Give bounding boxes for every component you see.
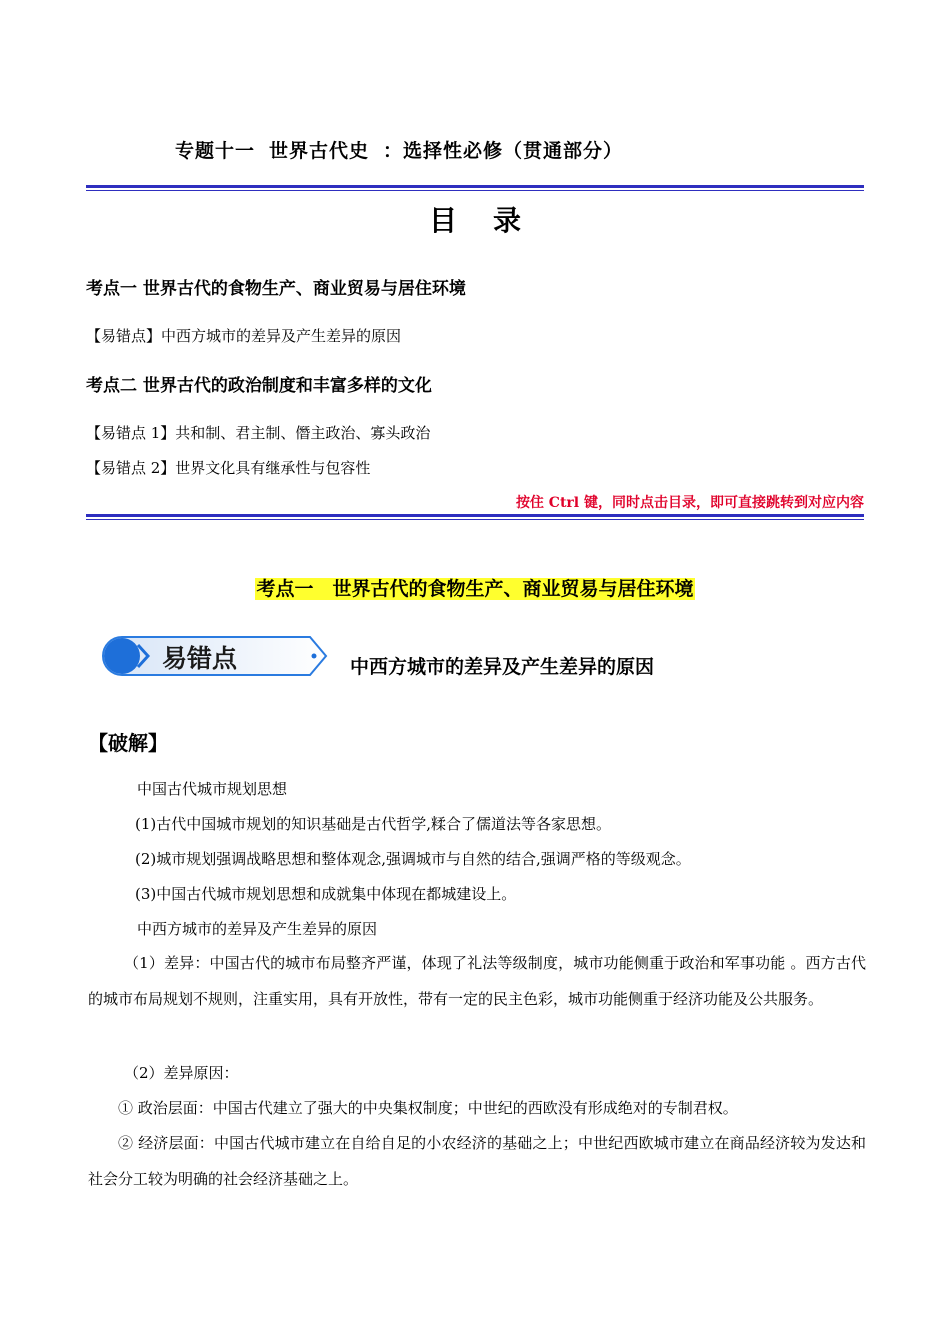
error-point-badge xyxy=(100,633,332,679)
body-line-5: 中西方城市的差异及产生差异的原因 xyxy=(137,920,378,938)
paragraph-difference: （1）差异：中国古代的城市布局整齐严谨，体现了礼法等级制度，城市功能侧重于政治和军事功能 。西方古代的城市布局规划不规则，注重实用，具有开放性，带有一定的民主色彩，城市功能侧重于经济功能及公共服务。 xyxy=(88,954,866,1008)
body-line-2: (1)古代中国城市规划的知识基础是古代哲学,糅合了儒道法等各家思想。 xyxy=(135,815,612,833)
paragraph-political: ① 政治层面：中国古代建立了强大的中央集权制度；中世纪的西欧没有形成绝对的专制君权。 xyxy=(118,1099,738,1117)
pojie-heading: 【破解】 xyxy=(88,731,168,755)
toc-item-error-point[interactable]: 【易错点】中西方城市的差异及产生差异的原因 xyxy=(86,327,402,345)
section-heading-text: 考点一 世界古代的食物生产、商业贸易与居住环境 xyxy=(256,578,694,600)
toc-item-point-2[interactable]: 考点二 世界古代的政治制度和丰富多样的文化 xyxy=(86,376,432,396)
toc-item-error-point-2[interactable]: 【易错点 2】世界文化具有继承性与包容性 xyxy=(86,459,371,477)
toc-end-rule-thin xyxy=(86,519,864,520)
title-part-course: ：选择性必修（贯通部分） xyxy=(383,140,624,162)
header-rule-thin xyxy=(86,190,864,191)
title-part-subject: 世界古代史 xyxy=(269,140,370,162)
header-rule xyxy=(86,185,864,188)
body-line-4: (3)中国古代城市规划思想和成就集中体现在都城建设上。 xyxy=(135,885,517,903)
document-title xyxy=(175,136,637,163)
badge-label: 易错点 xyxy=(162,644,238,673)
paragraph-reasons: （2）差异原因： xyxy=(124,1064,239,1082)
ctrl-click-note: 按住 Ctrl 键，同时点击目录，即可直接跳转到对应内容 xyxy=(515,495,864,511)
body-line-1: 中国古代城市规划思想 xyxy=(137,780,288,798)
title-part-topic: 专题十一 xyxy=(175,140,256,162)
paragraph-economic: ② 经济层面：中国古代城市建立在自给自足的小农经济的基础之上；中世纪西欧城市建立在商品经济较为发达和社会分工较为明确的社会经济基础之上。 xyxy=(88,1134,866,1188)
toc-item-error-point-1[interactable]: 【易错点 1】共和制、君主制、僭主政治、寡头政治 xyxy=(86,424,431,442)
toc-item-point-1[interactable]: 考点一 世界古代的食物生产、商业贸易与居住环境 xyxy=(86,279,466,299)
body-line-3: (2)城市规划强调战略思想和整体观念,强调城市与自然的结合,强调严格的等级观念。 xyxy=(135,850,691,868)
section-heading xyxy=(0,574,950,601)
error-point-title: 中西方城市的差异及产生差异的原因 xyxy=(350,656,655,678)
toc-end-rule xyxy=(86,514,864,517)
toc-heading: 目录 xyxy=(428,204,557,237)
